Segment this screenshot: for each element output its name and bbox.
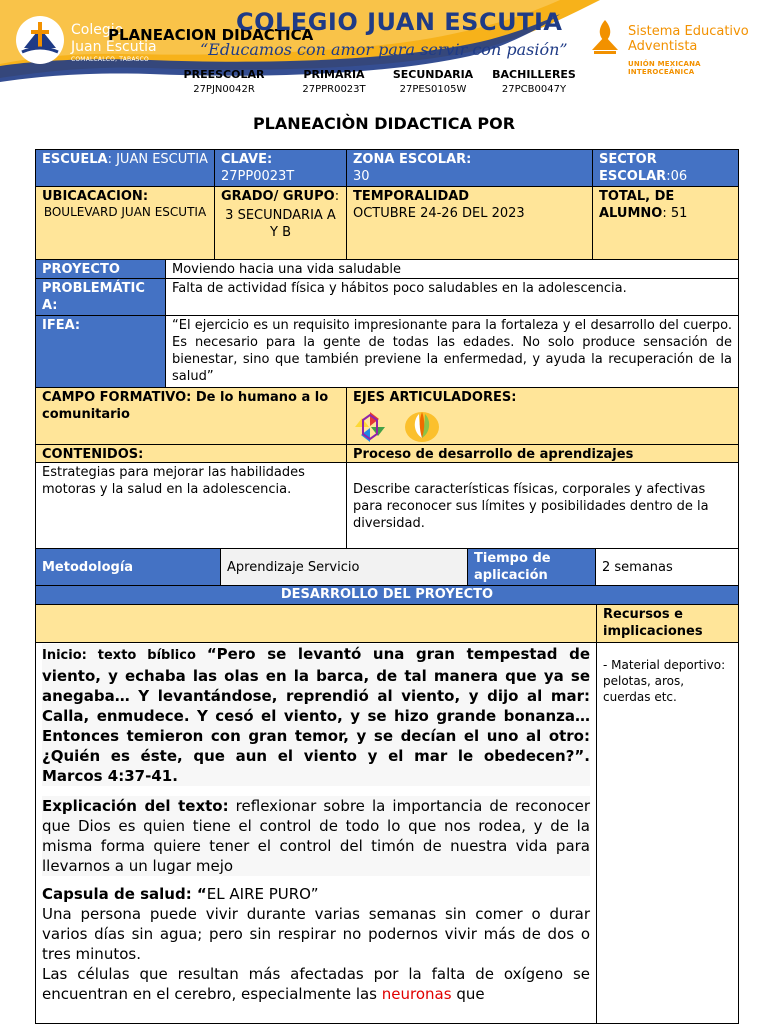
metodologia-label: Metodología [35,548,221,586]
school-levels [183,68,590,104]
capsula-paragraph-2 [42,964,590,1004]
recursos-label: Recursos e implicaciones [596,604,739,643]
ifea-label: IFEA: [35,315,166,388]
proyecto-label: PROYECTO [35,259,166,279]
sector-value: :06 [666,169,688,184]
grado-colon: : [334,189,340,204]
explicacion-label: Explicación del texto [42,797,223,815]
escuela-value: : JUAN ESCUTIA [107,152,208,167]
school-motto: “Educamos con amor para servir con pasión” [200,40,568,59]
clave-value: 27PP0023T [221,169,295,184]
temporalidad-cell [346,186,593,260]
page-title: PLANEACIÒN DIDACTICA POR [252,114,516,133]
desarrollo-content [35,642,597,1024]
contenidos-value: Estrategias para mejorar las habilidades motoras y la salud en la adolescencia. [35,462,347,549]
desarrollo-header: DESARROLLO DEL PROYECTO [35,585,739,605]
level-code: 27PPR0023T [302,84,366,95]
school-title: COLEGIO JUAN ESCUTIA [236,8,563,36]
capsula-heading [42,884,590,904]
capsula-title: EL AIRE PURO” [206,885,319,903]
ubicacion-cell [35,186,215,260]
zona-label: ZONA ESCOLAR: [353,152,472,167]
grado-cell [214,186,347,260]
ubicacion-label: UBICACACION: [42,189,149,204]
escuela-label: ESCUELA [42,152,108,167]
top-label: PLANEACION DIDACTICA [108,26,314,44]
total-label: TOTAL, DE ALUMNO [599,189,675,221]
clave-cell [214,149,347,187]
eje-inclusion-icon [353,410,387,444]
grado-value: 3 SECUNDARIA A Y B [225,208,336,240]
problematica-label: PROBLEMÁTICA: [35,278,166,316]
document-header [0,0,768,100]
network-line1: Sistema Educativo [628,24,749,39]
inicio-paragraph [42,644,590,786]
recursos-value: - Material deportivo: pelotas, aros, cuerdas etc. [596,642,739,1024]
capsula-label: Capsula de salud: “ [42,885,207,903]
ejes-label: EJES ARTICULADORES: [353,390,517,405]
explicacion-colon: : [222,797,229,815]
adventist-logo-icon [590,18,620,58]
logo-text-line1: Colegio [71,22,124,38]
level-code: 27PES0105W [399,84,467,95]
inicio-text: “Pero se levantó una gran tempestad de viento, y echaba las olas en la barca, de tal manera que ya se anegaba… Y levantándose, reprendió al viento, y dijo al mar: Calla, enmudece. Y cesó el viento, y se hizo grande bonanza… Entonces temieron con gran temor, y se decían el uno al otro: ¿Quién es éste, que aun el viento y el mar le obedecen?”. Marcos 4:37-41. [42,645,590,785]
ifea-value: “El ejercicio es un requisito impresionante para la fortaleza y el desarrollo del cuerpo. Es necesario para la gente de todas las edades. No solo produce sensación de bienestar, sino que también previene la enfermedad, y ayuda la recuperación de la salud” [165,315,739,388]
temporalidad-label: TEMPORALIDAD [353,189,470,204]
desarrollo-subheader [35,604,597,643]
level-name: PREESCOLAR [183,68,265,81]
zona-value: 30 [353,169,370,184]
zona-cell [346,149,593,187]
metodologia-value: Aprendizaje Servicio [220,548,468,586]
level-secundaria [383,68,483,95]
ejes-cell [346,387,739,445]
explicacion-text: reflexionar sobre la importancia de reconocer que Dios es quien tiene el control de todo lo que nos rodea, y de la misma forma quiere tener el control del timón de nuestra vida para llevarnos a un lugar mejo [42,797,590,875]
logo-location: COMALCALCO, TABASCO [71,56,149,63]
eje-vida-saludable-icon [403,408,441,444]
capsula-p2-b: que [451,985,485,1003]
level-code: 27PJN0042R [193,84,255,95]
escuela-cell [35,149,215,187]
level-name: SECUNDARIA [392,68,474,81]
logo-text-line2: Juan Escutia [71,39,157,55]
tiempo-value: 2 semanas [595,548,739,586]
proyecto-value: Moviendo hacia una vida saludable [165,259,739,279]
capsula-p2-a: Las células que resultan más afectadas por la falta de oxígeno se encuentran en el cerebro, especialmente las [42,965,590,1003]
level-name: BACHILLERES [492,68,576,81]
level-name: PRIMARIA [303,68,365,81]
school-logo-icon [14,14,66,66]
inicio-prefix: Inicio: texto bíblico [42,648,207,663]
ubicacion-value: BOULEVARD JUAN ESCUTIA [43,205,207,219]
network-sub: UNIÓN MEXICANA INTEROCEÁNICA [628,60,701,76]
sector-cell [592,149,739,187]
capsula-paragraph-1: Una persona puede vivir durante varias semanas sin comer o durar varios días sin agua; pero sin respirar no podernos vivir más de dos o tres minutos. [42,905,590,963]
level-code: 27PCB0047Y [501,84,567,95]
tiempo-label: Tiempo de aplicación [467,548,596,586]
proceso-value: Describe características físicas, corporales y afectivas para reconocer sus límites y posibilidades dentro de la diversidad. [346,462,739,549]
level-preescolar [174,68,274,95]
contenidos-label: CONTENIDOS: [35,444,347,463]
clave-label: CLAVE: [221,152,273,167]
sector-label: SECTOR ESCOLAR [599,152,667,184]
problematica-value: Falta de actividad física y hábitos poco saludables en la adolescencia. [165,278,739,316]
proceso-label: Proceso de desarrollo de aprendizajes [346,444,739,463]
level-bachilleres [484,68,584,95]
network-name [628,24,749,54]
total-cell [592,186,739,260]
total-value: : 51 [662,206,688,221]
temporalidad-value: OCTUBRE 24-26 DEL 2023 [353,206,525,221]
capsula-p2-neuronas: neuronas [381,985,452,1003]
explicacion-paragraph [42,796,590,876]
grado-label: GRADO/ GRUPO [221,189,335,204]
level-primaria [284,68,384,95]
network-line2: Adventista [628,39,698,54]
campo-formativo: CAMPO FORMATIVO: De lo humano a lo comunitario [35,387,347,445]
